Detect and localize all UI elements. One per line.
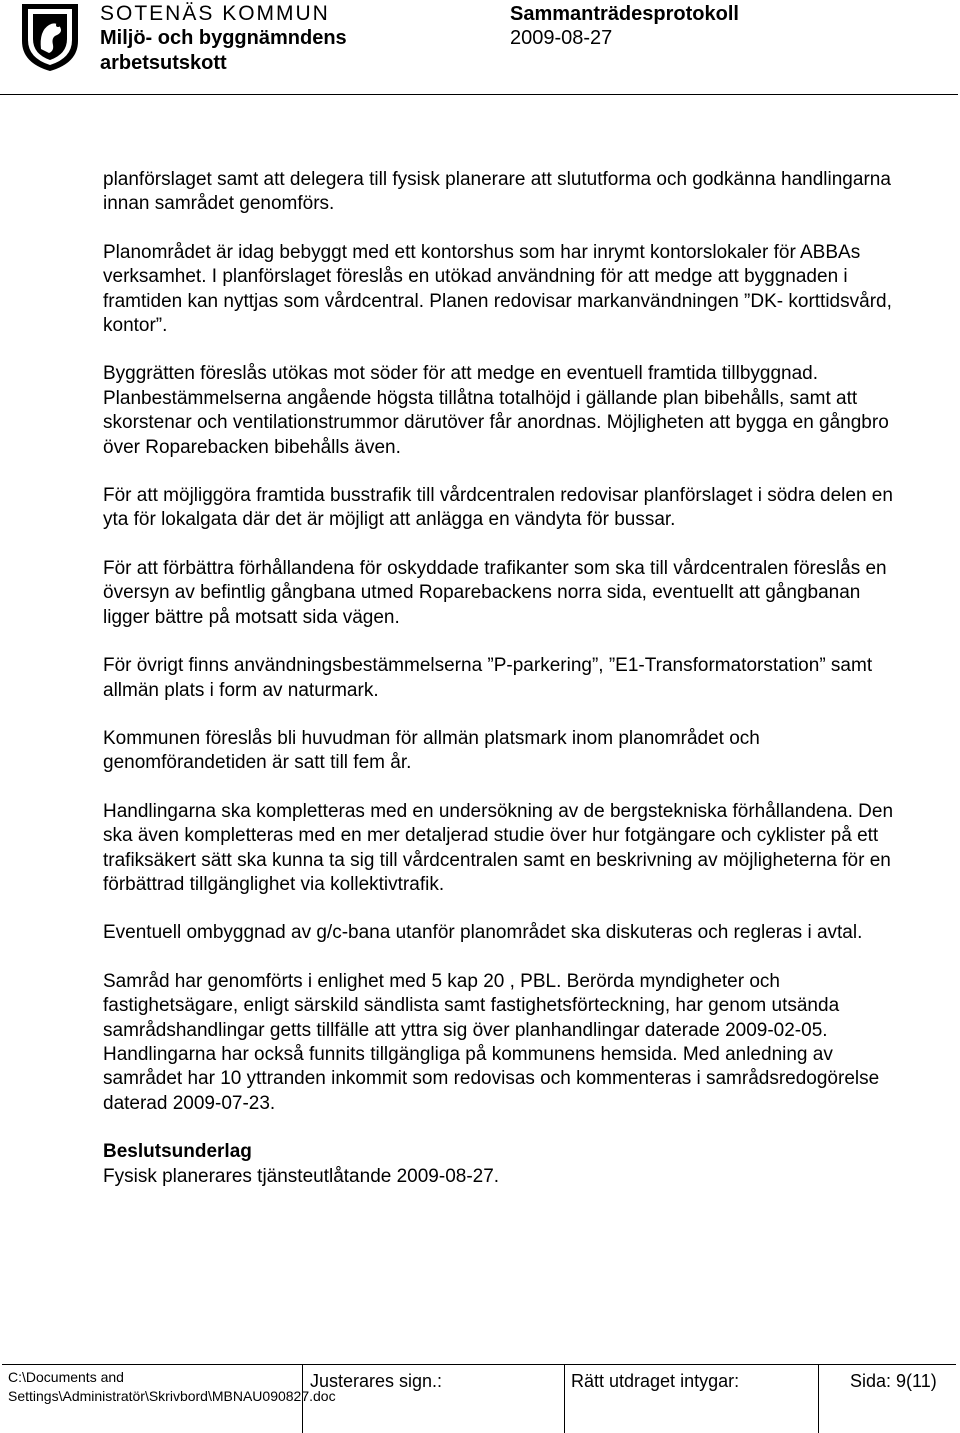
file-path: C:\Documents and Settings\Administratör\Skrivbord\MBNAU090827.doc [8,1369,336,1404]
page-footer [0,1364,960,1433]
paragraph: För att förbättra förhållandena för oskyddade trafikanter som ska till vårdcentralen föreslås en översyn av befintlig gångbana utmed Roparebackens norra sida, eventuellt att gångbanan ligger bättre på motsatt sida vägen. [103,557,887,628]
footer-divider [818,1364,819,1433]
paragraph: För att möjliggöra framtida busstrafik till vårdcentralen redovisar planförslaget i södra delen en yta för lokalgata där det är möjligt att anlägga en vändyta för bussar. [103,485,893,531]
header-divider [0,94,958,95]
paragraph: Fysisk planerares tjänsteutlåtande 2009-08-27. [103,1165,500,1187]
committee-name: Miljö- och byggnämndens arbetsutskott [100,27,347,74]
document-body [103,168,903,1189]
paragraph: Byggrätten föreslås utökas mot söder för att medge en eventuell framtida tillbyggnad. Planbestämmelserna angående högsta tillåtna totalhöjd i gällande plan bibehålls, samt att skorstenar och ventilationstrummor därutöver får anordnas. Möjligheten att bygga en gångbro över Roparebacken bibehålls även. [103,363,889,458]
document-type: Sammanträdesprotokoll [510,3,739,25]
section-heading: Beslutsunderlag [103,1141,252,1163]
organization-name: SOTENÄS KOMMUN [100,2,330,25]
page-header [0,0,960,95]
paragraph: Samråd har genomförts i enlighet med 5 kap 20 , PBL. Berörda myndigheter och fastighetsägare, enligt särskild sändlista samt fastighetsförteckning, har genom utsända samrådshandlingar getts tillfälle att yttra sig över planhandlingar daterade 2009-02-05. Handlingarna har också funnits tillgängliga på kommunens hemsida. Med anledning av samrådet har 10 yttranden inkommit som redovisas och kommenteras i samrådsredogörelse daterad 2009-07-23. [103,970,880,1114]
paragraph: planförslaget samt att delegera till fysisk planerare att slututforma och godkänna handlingarna innan samrådet genomförs. [103,169,891,215]
paragraph: Kommunen föreslås bli huvudman för allmän platsmark inom planområdet och genomförandetiden är satt till fem år. [103,727,760,774]
paragraph: Planområdet är idag bebyggt med ett kontorshus som har inrymt kontorslokaler för ABBAs verksamhet. I planförslaget föreslås en utökad användning för att medge att byggnaden i framtiden kan nyttjas som vårdcentral. Planen redovisar markanvändningen ”DK- korttidsvård, kontor”. [103,241,892,337]
municipality-crest-icon [19,1,81,73]
page-number: Sida: 9(11) [850,1371,937,1391]
paragraph: Eventuell ombyggnad av g/c-bana utanför planområdet ska diskuteras och regleras i avtal. [103,922,863,944]
footer-divider [2,1364,956,1365]
paragraph: Handlingarna ska kompletteras med en undersökning av de bergstekniska förhållandena. Den ska även kompletteras med en mer detaljerad studie över hur fotgängare och cyklister på ett trafiksäkert sätt ska kunna ta sig till vårdcentralen samt en beskrivning av möjligheterna för en förbättrad tillgänglighet via kollektivtrafik. [103,800,894,895]
paragraph: För övrigt finns användningsbestämmelserna ”P-parkering”, ”E1-Transformatorstation” samt allmän plats i form av naturmark. [103,655,873,701]
document-date: 2009-08-27 [510,27,613,49]
footer-divider [564,1364,565,1433]
certification-label: Rätt utdraget intygar: [571,1371,740,1391]
signature-label: Justerares sign.: [310,1371,443,1391]
